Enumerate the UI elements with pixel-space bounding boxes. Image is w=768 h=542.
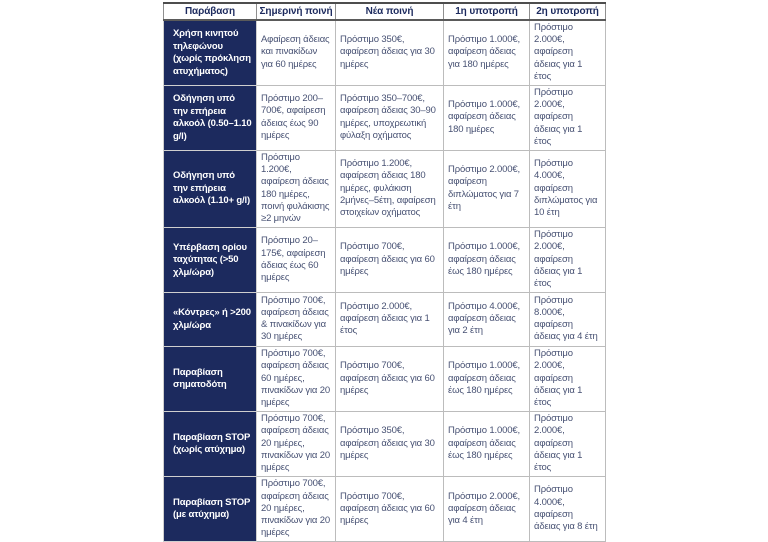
new-penalty-cell: Πρόστιμο 350€, αφαίρεση άδειας για 30 ημέρες [336,412,444,477]
traffic-penalties-table [163,2,606,542]
second-relapse-cell: Πρόστιμο 2.000€, αφαίρεση άδειας για 1 έτος [530,412,606,477]
violation-cell: Οδήγηση υπό την επήρεια αλκοόλ (1.10+ g/l) [164,151,257,228]
table-row [164,293,606,347]
header-row [164,3,606,20]
new-penalty-cell: Πρόστιμο 700€, αφαίρεση άδειας για 60 ημέρες [336,347,444,412]
table-row [164,86,606,151]
table-body [164,20,606,542]
first-relapse-cell: Πρόστιμο 1.000€, αφαίρεση άδειας έως 180 ημέρες [444,228,530,293]
first-relapse-cell: Πρόστιμο 1.000€, αφαίρεση άδειας έως 180 ημέρες [444,347,530,412]
violation-cell: Παραβίαση STOP (με ατύχημα) [164,477,257,542]
second-relapse-cell: Πρόστιμο 2.000€, αφαίρεση άδειας για 1 έτος [530,20,606,86]
violation-cell: Χρήση κινητού τηλεφώνου (χωρίς πρόκληση ατυχήματος) [164,20,257,86]
table-row [164,412,606,477]
current-penalty-cell: Πρόστιμο 1.200€, αφαίρεση άδειας 180 ημέρες, ποινή φυλάκισης ≥2 μηνών [257,151,336,228]
table-row [164,151,606,228]
table-row [164,477,606,542]
column-header-current-penalty: Σημερινή ποινή [257,3,336,20]
second-relapse-cell: Πρόστιμο 4.000€, αφαίρεση άδειας για 8 έτη [530,477,606,542]
table-row [164,228,606,293]
second-relapse-cell: Πρόστιμο 4.000€, αφαίρεση διπλώματος για 10 έτη [530,151,606,228]
table-row [164,20,606,86]
first-relapse-cell: Πρόστιμο 4.000€, αφαίρεση άδειας για 2 έτη [444,293,530,347]
new-penalty-cell: Πρόστιμο 700€, αφαίρεση άδειας για 60 ημέρες [336,228,444,293]
violation-cell: Οδήγηση υπό την επήρεια αλκοόλ (0.50–1.10 g/l) [164,86,257,151]
table-row [164,347,606,412]
current-penalty-cell: Πρόστιμο 700€, αφαίρεση άδειας & πινακίδων για 30 ημέρες [257,293,336,347]
new-penalty-cell: Πρόστιμο 700€, αφαίρεση άδειας για 60 ημέρες [336,477,444,542]
current-penalty-cell: Πρόστιμο 700€, αφαίρεση άδειας 60 ημέρες, πινακίδων για 20 ημέρες [257,347,336,412]
new-penalty-cell: Πρόστιμο 350€, αφαίρεση άδειας για 30 ημέρες [336,20,444,86]
new-penalty-cell: Πρόστιμο 1.200€, αφαίρεση άδειας 180 ημέρες, φυλάκιση 2μήνες–5έτη, αφαίρεση στοιχείων οχήματος [336,151,444,228]
column-header-new-penalty: Νέα ποινή [336,3,444,20]
second-relapse-cell: Πρόστιμο 2.000€, αφαίρεση άδειας για 1 έτος [530,228,606,293]
column-header-violation: Παράβαση [164,3,257,20]
first-relapse-cell: Πρόστιμο 2.000€, αφαίρεση διπλώματος για 7 έτη [444,151,530,228]
new-penalty-cell: Πρόστιμο 2.000€, αφαίρεση άδειας για 1 έτος [336,293,444,347]
new-penalty-cell: Πρόστιμο 350–700€, αφαίρεση άδειας 30–90 ημέρες, υποχρεωτική φύλαξη οχήματος [336,86,444,151]
column-header-second-relapse: 2η υποτροπή [530,3,606,20]
current-penalty-cell: Πρόστιμο 200–700€, αφαίρεση άδειας έως 90 ημέρες [257,86,336,151]
first-relapse-cell: Πρόστιμο 1.000€, αφαίρεση άδειας 180 ημέρες [444,86,530,151]
current-penalty-cell: Πρόστιμο 700€, αφαίρεση άδειας 20 ημέρες, πινακίδων για 20 ημέρες [257,477,336,542]
second-relapse-cell: Πρόστιμο 2.000€, αφαίρεση άδειας για 1 έτος [530,86,606,151]
first-relapse-cell: Πρόστιμο 1.000€, αφαίρεση άδειας για 180 ημέρες [444,20,530,86]
violation-cell: Παραβίαση σηματοδότη [164,347,257,412]
first-relapse-cell: Πρόστιμο 2.000€, αφαίρεση άδειας για 4 έτη [444,477,530,542]
penalties-table-container [163,2,605,542]
first-relapse-cell: Πρόστιμο 1.000€, αφαίρεση άδειας έως 180 ημέρες [444,412,530,477]
violation-cell: Υπέρβαση ορίου ταχύτητας (>50 χλμ/ώρα) [164,228,257,293]
column-header-first-relapse: 1η υποτροπή [444,3,530,20]
violation-cell: Παραβίαση STOP (χωρίς ατύχημα) [164,412,257,477]
current-penalty-cell: Αφαίρεση άδειας και πινακίδων για 60 ημέρες [257,20,336,86]
current-penalty-cell: Πρόστιμο 20–175€, αφαίρεση άδειας έως 60 ημέρες [257,228,336,293]
second-relapse-cell: Πρόστιμο 8.000€, αφαίρεση άδειας για 4 έτη [530,293,606,347]
current-penalty-cell: Πρόστιμο 700€, αφαίρεση άδειας 20 ημέρες, πινακίδων για 20 ημέρες [257,412,336,477]
second-relapse-cell: Πρόστιμο 2.000€, αφαίρεση άδειας για 1 έτος [530,347,606,412]
violation-cell: «Κόντρες» ή >200 χλμ/ώρα [164,293,257,347]
